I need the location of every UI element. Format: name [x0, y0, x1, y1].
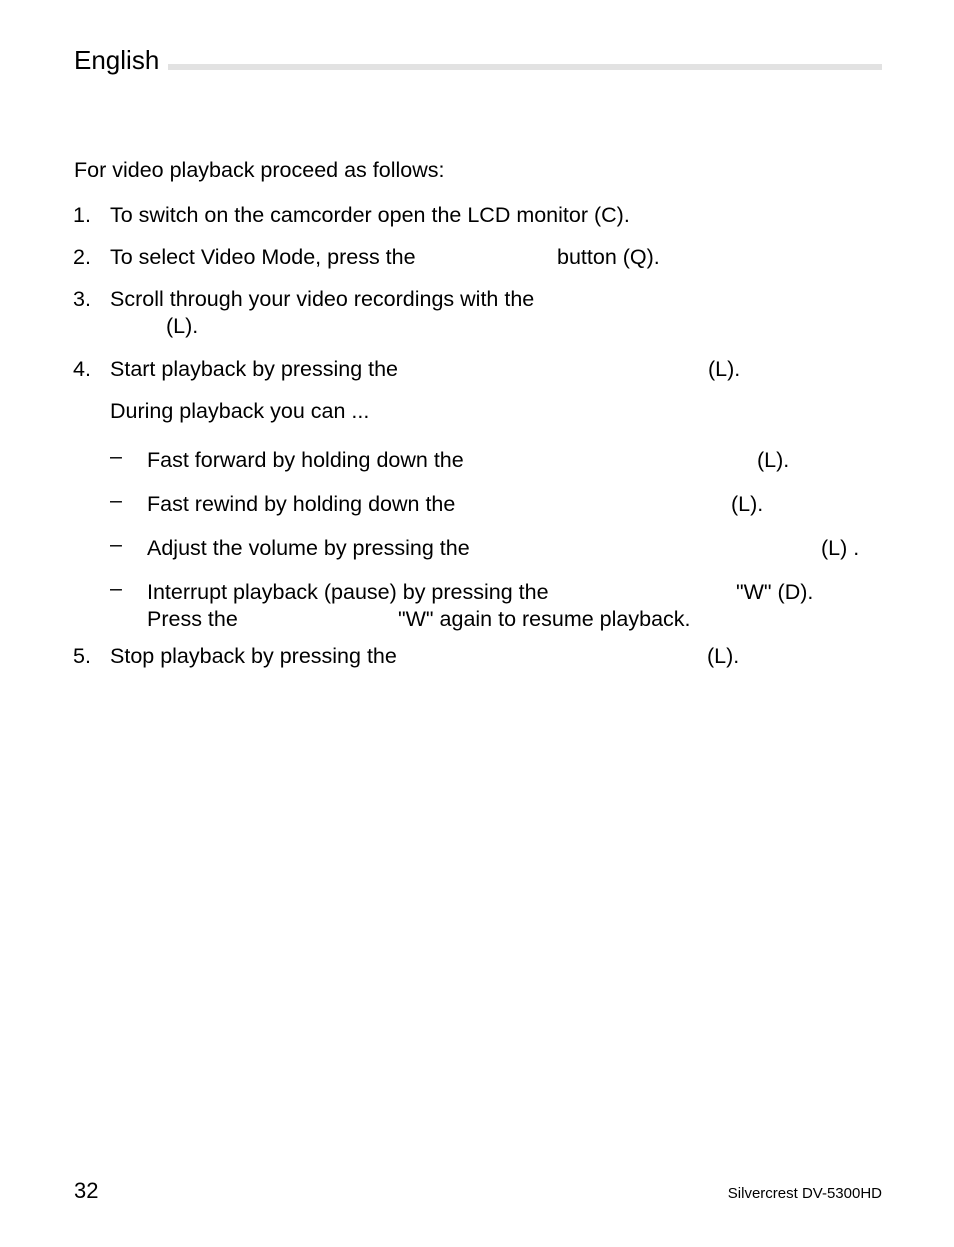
sub-item-2-text-a: Fast rewind by holding down the — [147, 492, 456, 516]
intro-text: For video playback proceed as follows: — [74, 158, 445, 182]
sub-item-4-line1-a: Interrupt playback (pause) by pressing the — [147, 580, 549, 604]
step-2-number: 2. — [73, 245, 91, 269]
step-3-number: 3. — [73, 287, 91, 311]
sub-item-1-dash: – — [110, 444, 122, 468]
step-5-number: 5. — [73, 644, 91, 668]
step-1-number: 1. — [73, 203, 91, 227]
header-rule — [168, 64, 882, 70]
during-playback-text: During playback you can ... — [110, 399, 370, 423]
sub-item-4-line2-b: "W" again to resume playback. — [398, 607, 691, 631]
step-4-text-a: Start playback by pressing the — [110, 357, 399, 381]
sub-item-2-dash: – — [110, 488, 122, 512]
section-title: English — [74, 45, 160, 75]
sub-item-3-dash: – — [110, 532, 122, 556]
step-5-text-b: (L). — [707, 644, 740, 668]
step-5-text-a: Stop playback by pressing the — [110, 644, 397, 668]
sub-item-3-text-a: Adjust the volume by pressing the — [147, 536, 470, 560]
sub-item-4-line1-b: "W" (D). — [736, 580, 814, 604]
step-3-text-line1: Scroll through your video recordings with the — [110, 287, 535, 311]
step-1-text: To switch on the camcorder open the LCD monitor (C). — [110, 203, 630, 227]
sub-item-2-text-b: (L). — [731, 492, 764, 516]
step-3-text-line2: (L). — [166, 314, 199, 338]
sub-item-1-text-a: Fast forward by holding down the — [147, 448, 464, 472]
model-name: Silvercrest DV-5300HD — [727, 1185, 882, 1202]
step-2-text-a: To select Video Mode, press the — [110, 245, 416, 269]
step-2-text-b: button (Q). — [557, 245, 660, 269]
page-number: 32 — [74, 1178, 99, 1203]
sub-item-3-text-b: (L) . — [821, 536, 860, 560]
step-4-number: 4. — [73, 357, 91, 381]
sub-item-4-dash: – — [110, 576, 122, 600]
step-4-text-b: (L). — [708, 357, 741, 381]
sub-item-4-line2-a: Press the — [147, 607, 238, 631]
sub-item-1-text-b: (L). — [757, 448, 790, 472]
